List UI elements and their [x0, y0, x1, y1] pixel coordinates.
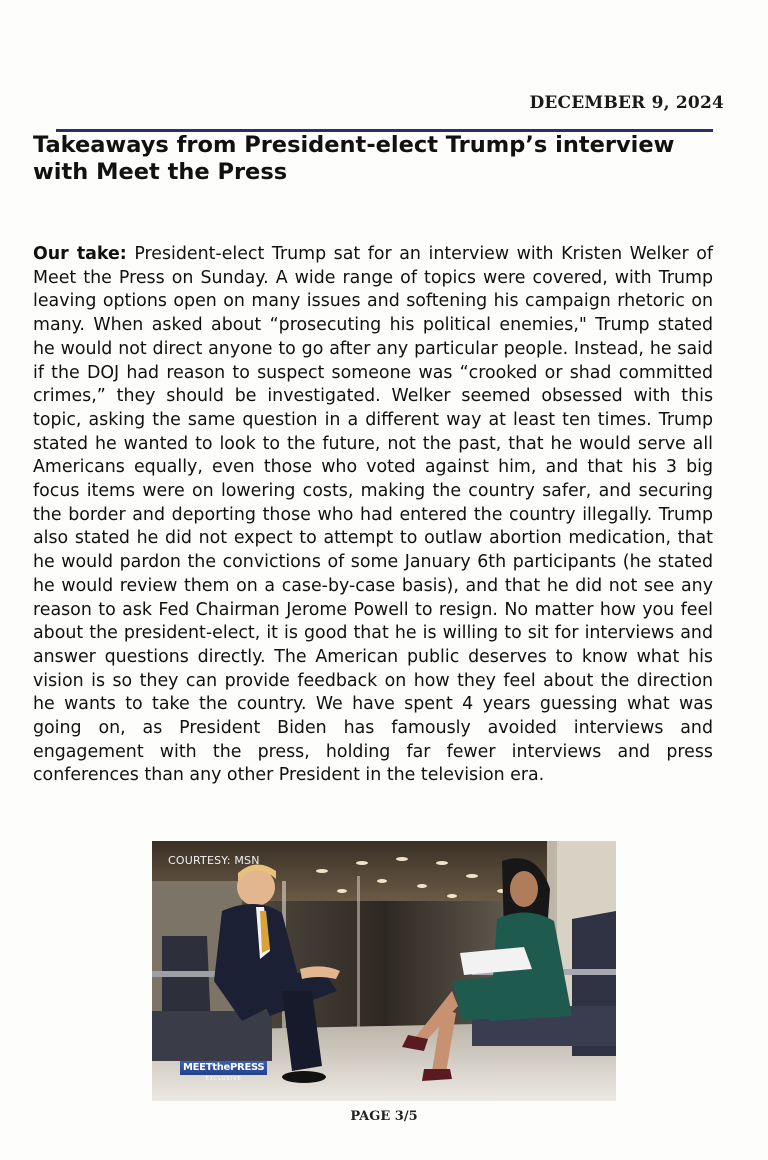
body-text: President-elect Trump sat for an interview with Kristen Welker of Meet the Press on Sunday. A wide range of topics were covered, with Trump leaving options open on many issues and softening his campaign rhetoric on many. When asked about “prosecuting his political enemies," Trump stated he would not direct anyone to go after any particular people. Instead, he said if the DOJ had reason to suspect someone was “crooked or shad committed crimes,” they should be investigated. Welker seemed obsessed with this topic, asking the same question in a different way at least ten times. Trump stated he wanted to look to the future, not the past, that he would serve all Americans equally, even those who voted against him, and that his 3 big focus items were on lowering costs, making the country safer, and securing the border and deporting those who had entered the country illegally. Trump also stated he did not expect to attempt to outlaw abortion medication, that he would pardon the convictions of some January 6th participants (he stated he would review them on a case-by-case basis), and that he did not see any reason to ask Fed Chairman Jerome Powell to resign. No matter how you feel about the president-elect, it is good that he is willing to sit for interviews and answer questions directly. The American public deserves to know what his vision is so they can provide feedback on how they feel about the direction he wants to take the country. We have spent 4 years guessing what was going on, as President Biden has famously avoided interviews and engagement with the press, holding far fewer interviews and press conferences than any other President in the television era. — [33, 244, 713, 786]
meet-the-press-logo — [180, 1061, 267, 1082]
article-body — [33, 243, 713, 788]
page-number: PAGE 3/5 — [350, 1109, 418, 1124]
logo-sub-text: EXCLUSIVE — [205, 1076, 242, 1082]
lead-label: Our take: — [33, 244, 127, 264]
interview-photo — [152, 841, 616, 1101]
article-title: Takeaways from President-elect Trump’s interview with Meet the Press — [33, 132, 675, 185]
logo-main-text: MEETthePRESS — [180, 1061, 267, 1075]
article-date: DECEMBER 9, 2024 — [529, 93, 724, 113]
photo-credit: COURTESY: MSN — [168, 854, 260, 867]
